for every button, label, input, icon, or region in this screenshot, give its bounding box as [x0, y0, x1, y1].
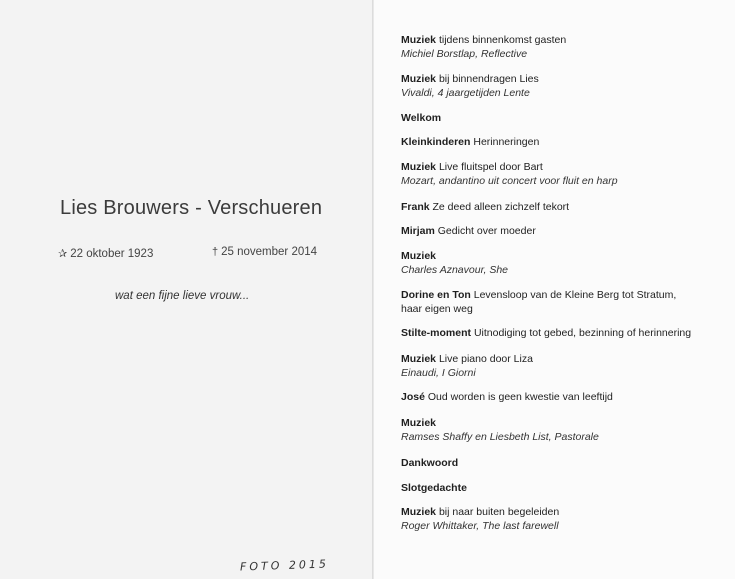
program-item-text: bij binnendragen Lies: [438, 73, 539, 85]
program-item: [401, 456, 731, 470]
program-item-text: Levensloop van de Kleine Berg tot Stratum,: [473, 289, 677, 301]
handwritten-note: FOTO 2015: [239, 557, 330, 574]
program-item-text: Live fluitspel door Bart: [438, 161, 543, 173]
program-item-sub: Roger Whittaker, The last farewell: [401, 520, 559, 532]
program-item-label: Muziek: [401, 34, 437, 46]
program-item-sub: Einaudi, I Giorni: [401, 367, 476, 379]
program-item-text: bij naar buiten begeleiden: [438, 506, 560, 518]
program-item-label: Muziek: [401, 250, 437, 262]
program-item: [401, 33, 731, 61]
program-item-sub: Ramses Shaffy en Liesbeth List, Pastorale: [401, 431, 599, 443]
program-item-text: tijdens binnenkomst gasten: [438, 34, 567, 46]
program-item-text: Ze deed alleen zichzelf tekort: [432, 201, 570, 213]
program-item-text: Live piano door Liza: [438, 353, 533, 365]
program-item-label: Muziek: [401, 73, 437, 85]
program-item: [401, 390, 731, 404]
program-item-label: Muziek: [401, 506, 437, 518]
program-item-label: Mirjam: [401, 225, 435, 237]
cross-icon: †: [212, 246, 219, 258]
program-item-text: Uitnodiging tot gebed, bezinning of herinnering: [473, 327, 692, 339]
program-item: [401, 481, 731, 495]
program-item: [401, 135, 731, 149]
program-item: [401, 111, 731, 125]
program-item-label: Frank: [401, 201, 430, 213]
program-item-sub: Mozart, andantino uit concert voor fluit en harp: [401, 175, 618, 187]
star-icon: ✰: [58, 248, 68, 260]
program-item-sub: Charles Aznavour, She: [401, 264, 509, 276]
program-item: [401, 416, 731, 444]
program-item-label: Dankwoord: [401, 457, 459, 469]
tagline: wat een fijne lieve vrouw...: [115, 290, 250, 302]
page-fold: [372, 0, 374, 579]
deceased-name: Lies Brouwers - Verschueren: [60, 197, 323, 219]
birth-info: [58, 247, 153, 260]
program-item: [401, 72, 731, 100]
program-item: [401, 224, 731, 238]
program-item-label: Muziek: [401, 353, 437, 365]
program-item: [401, 249, 731, 277]
program-item-label: Dorine en Ton: [401, 289, 471, 301]
program-item-label: Slotgedachte: [401, 482, 467, 494]
program-item-label: José: [401, 391, 425, 403]
program-item: [401, 352, 731, 380]
death-info: [212, 246, 317, 258]
program-item: [401, 160, 731, 188]
program-item-label: Stilte-moment: [401, 327, 472, 339]
program-item-sub: Vivaldi, 4 jaargetijden Lente: [401, 87, 530, 99]
program-item: [401, 200, 731, 214]
program-item: [401, 288, 731, 316]
program-item-sub: Michiel Borstlap, Reflective: [401, 48, 528, 60]
program-item-text: Oud worden is geen kwestie van leeftijd: [427, 391, 613, 403]
program-item-label: Kleinkinderen: [401, 136, 471, 148]
program-item-label: Muziek: [401, 161, 437, 173]
program-item-text-continued: haar eigen weg: [401, 303, 473, 315]
program-item-label: Muziek: [401, 417, 437, 429]
program-item: [401, 505, 731, 533]
birth-date: 22 oktober 1923: [70, 248, 154, 260]
program-item-text: Herinneringen: [473, 136, 540, 148]
program-item-text: Gedicht over moeder: [437, 225, 536, 237]
program-item: [401, 326, 731, 340]
program-item-label: Welkom: [401, 112, 442, 124]
death-date: 25 november 2014: [221, 246, 318, 258]
